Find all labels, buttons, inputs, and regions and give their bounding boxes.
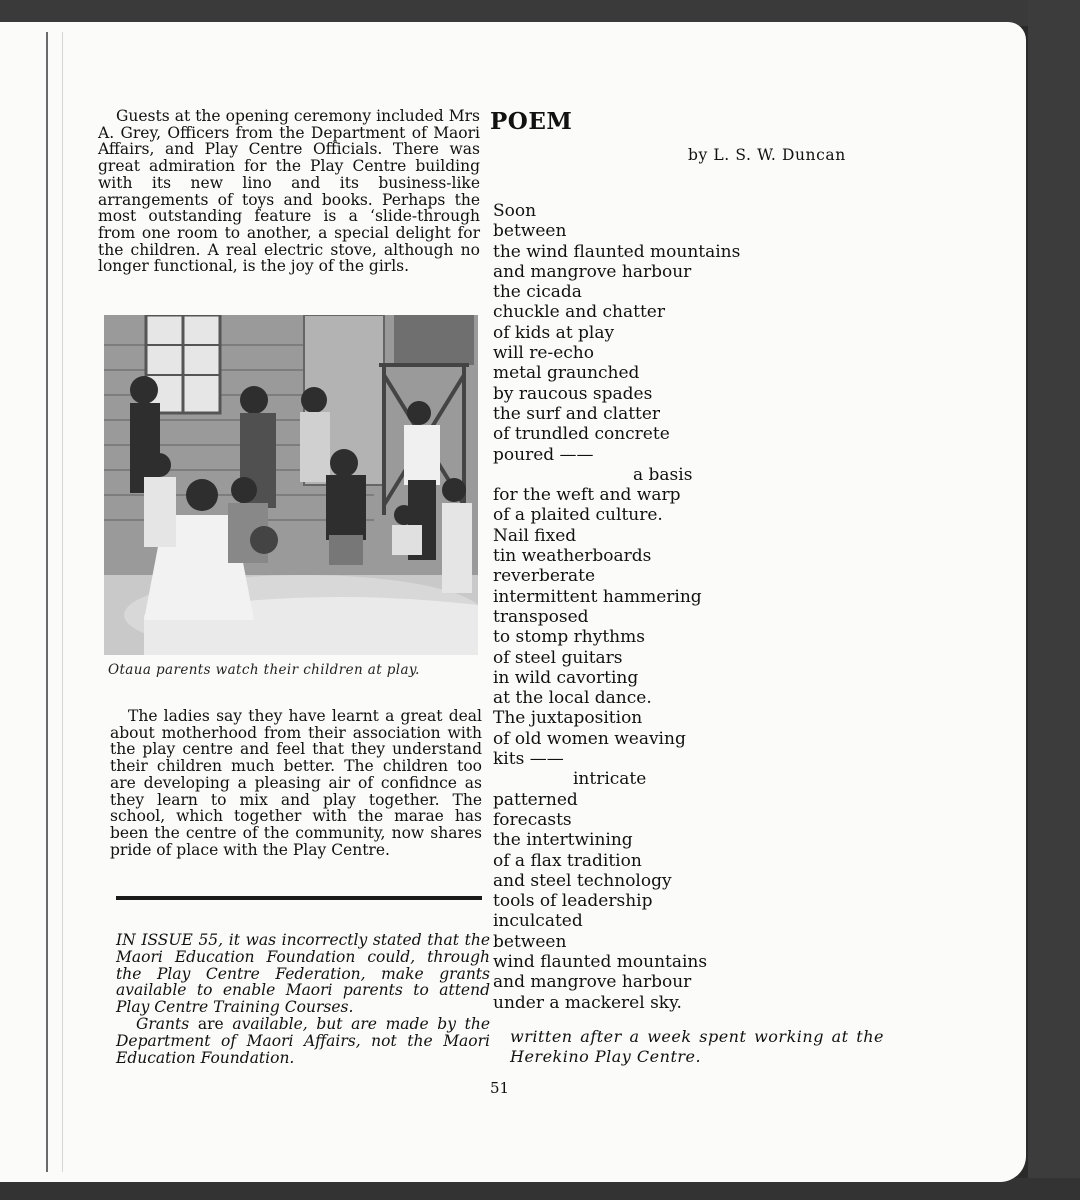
poem-line: chuckle and chatter <box>493 302 665 323</box>
poem-line: metal graunched <box>493 363 640 384</box>
poem-line: of a plaited culture. <box>493 505 663 526</box>
poem-line: under a mackerel sky. <box>493 992 682 1013</box>
poem-line: Nail fixed <box>493 525 577 546</box>
poem-line: of old women weaving <box>493 728 686 749</box>
poem-line: tools of leadership <box>493 891 653 912</box>
poem-line: intermittent hammering <box>493 586 702 607</box>
intro-paragraph: Guests at the opening ceremony included Mrs A. Grey, Officers from the Department of Maori Affairs, and Play Centre Officials. There was great admiration for the Play Centre building with its new lino and its business-like arrangements of toys and books. Perhaps the most outstanding feature is a ‘slide-through from one room to another, a special delight for the children. A real electric stove, although no longer functional, is the joy of the girls. <box>98 107 480 276</box>
binding-edge <box>46 32 48 1172</box>
poem-line: The juxtaposition <box>493 708 643 729</box>
binding-edge-inner <box>62 32 63 1172</box>
poem-line: Soon <box>493 201 537 221</box>
photo-illustration <box>104 315 478 655</box>
correction-paragraph: IN ISSUE 55, it was incorrectly stated that the Maori Education Foundation could, through the Play Centre Federation, make grants available to enable Maori parents to attend Play Centre Training Courses. <box>116 931 490 1017</box>
poem-line: the intertwining <box>493 830 633 851</box>
document-page <box>0 22 1026 1182</box>
poem-line: a basis <box>633 464 693 485</box>
page-number: 51 <box>490 1079 510 1097</box>
poem-line: patterned <box>493 789 578 810</box>
poem-line: transposed <box>493 606 589 627</box>
poem-title: POEM <box>490 108 573 135</box>
poem-note: written after a week spent working at the Herekino Play Centre. <box>510 1027 884 1066</box>
poem-line: the cicada <box>493 282 582 303</box>
poem-line: kits —— <box>493 749 564 770</box>
photo-children-playing <box>104 315 478 655</box>
correction-paragraph-2 <box>116 1016 490 1066</box>
poem-line: between <box>493 221 567 242</box>
poem-line: and mangrove harbour <box>493 972 692 993</box>
poem-line: of kids at play <box>493 322 615 343</box>
poem-line: of a flax tradition <box>493 850 642 871</box>
photo-caption: Otaua parents watch their children at play. <box>108 662 420 678</box>
section-divider <box>116 896 482 900</box>
poem-line: the wind flaunted mountains <box>493 241 741 262</box>
poem-line: for the weft and warp <box>493 485 681 506</box>
poem-body <box>493 201 893 1013</box>
poem-line: and mangrove harbour <box>493 261 692 282</box>
poem-line: wind flaunted mountains <box>493 951 708 972</box>
poem-line: the surf and clatter <box>493 403 661 424</box>
poem-line: between <box>493 931 567 952</box>
correction-lead: Grants <box>136 1014 198 1033</box>
poem-line: poured —— <box>493 444 594 465</box>
poem-line: tin weatherboards <box>493 546 652 567</box>
poem-line: inculcated <box>493 911 583 932</box>
poem-line: and steel technology <box>493 870 672 891</box>
poem-line: at the local dance. <box>493 688 652 709</box>
poem-line: by raucous spades <box>493 383 653 404</box>
poem-line: reverberate <box>493 566 596 587</box>
poem-byline: by L. S. W. Duncan <box>688 146 846 164</box>
ladies-paragraph: The ladies say they have learnt a great deal about motherhood from their association with the play centre and feel that they understand their children much better. The children too are developing a pleasing air of confidnce as they learn to mix and play together. The school, which together with the marae has been the centre of the community, now shares pride of place with the Play Centre. <box>110 707 482 859</box>
correction-emphasis: are <box>197 1014 224 1033</box>
poem-line: to stomp rhythms <box>493 627 645 648</box>
poem-line: in wild cavorting <box>493 667 639 688</box>
poem-line: will re-echo <box>493 343 594 364</box>
correction-notice <box>116 932 490 1066</box>
scan-border-right <box>1028 0 1080 1200</box>
poem-line: intricate <box>573 769 647 790</box>
poem-line: of steel guitars <box>493 647 623 668</box>
poem-line: of trundled concrete <box>493 424 670 445</box>
correction-rest: available, but are made by the Department of Maori Affairs, not the Maori Education Foundation. <box>116 1014 491 1067</box>
poem-line: forecasts <box>493 809 572 830</box>
